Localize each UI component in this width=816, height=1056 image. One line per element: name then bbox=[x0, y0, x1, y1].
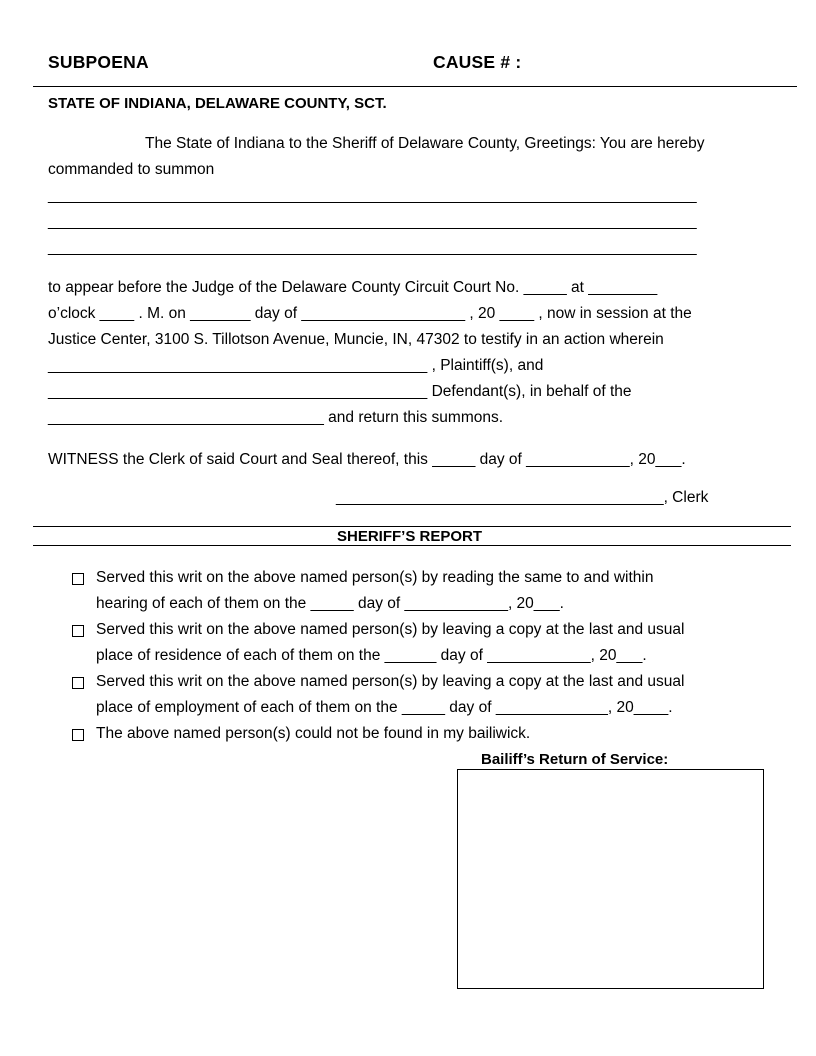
report-item-1-line-2: hearing of each of them on the _____ day of ____________, 20___. bbox=[96, 595, 564, 612]
body-line-2: o’clock ____ . M. on _______ day of ___________________ , 20 ____ , now in session at the bbox=[48, 305, 692, 322]
header-divider bbox=[33, 86, 797, 87]
plaintiff-line[interactable]: ____________________________________________ , Plaintiff(s), and bbox=[48, 357, 544, 374]
report-item-3-line-1: Served this writ on the above named person(s) by leaving a copy at the last and usual bbox=[96, 673, 685, 690]
report-item-2-line-1: Served this writ on the above named person(s) by leaving a copy at the last and usual bbox=[96, 621, 685, 638]
checkbox-employment-service[interactable] bbox=[72, 677, 84, 689]
defendant-line[interactable]: ____________________________________________ Defendant(s), in behalf of the bbox=[48, 383, 632, 400]
sheriff-report-heading: SHERIFF’S REPORT bbox=[337, 528, 483, 545]
cause-number-label: CAUSE # : bbox=[433, 52, 522, 72]
checkbox-residence-service[interactable] bbox=[72, 625, 84, 637]
body-line-3: Justice Center, 3100 S. Tillotson Avenue, Muncie, IN, 47302 to testify in an action wherein bbox=[48, 331, 664, 348]
report-divider-top bbox=[33, 526, 791, 527]
venue-heading: STATE OF INDIANA, DELAWARE COUNTY, SCT. bbox=[48, 95, 387, 112]
intro-line-2: commanded to summon bbox=[48, 161, 215, 178]
intro-line-1: The State of Indiana to the Sheriff of Delaware County, Greetings: You are hereby bbox=[145, 135, 705, 152]
bailiff-return-heading: Bailiff’s Return of Service: bbox=[481, 751, 669, 768]
checkbox-not-found[interactable] bbox=[72, 729, 84, 741]
report-item-1-line-1: Served this writ on the above named person(s) by reading the same to and within bbox=[96, 569, 654, 586]
witness-line: WITNESS the Clerk of said Court and Seal thereof, this _____ day of ____________, 20___. bbox=[48, 451, 686, 468]
clerk-signature-line[interactable]: ______________________________________, Clerk bbox=[336, 489, 709, 506]
summon-name-line-3[interactable]: _____________________________________________________________________________ bbox=[48, 239, 697, 256]
checkbox-read-service[interactable] bbox=[72, 573, 84, 585]
report-divider-bottom bbox=[33, 545, 791, 546]
bailiff-return-box[interactable] bbox=[457, 769, 764, 989]
report-item-2-line-2: place of residence of each of them on the ______ day of ____________, 20___. bbox=[96, 647, 647, 664]
summon-name-line-2[interactable]: _____________________________________________________________________________ bbox=[48, 213, 697, 230]
summon-name-line-1[interactable]: _____________________________________________________________________________ bbox=[48, 187, 697, 204]
report-item-4-line-1: The above named person(s) could not be found in my bailiwick. bbox=[96, 725, 531, 742]
body-line-1: to appear before the Judge of the Delaware County Circuit Court No. _____ at ________ bbox=[48, 279, 658, 296]
behalf-line[interactable]: ________________________________ and return this summons. bbox=[48, 409, 504, 426]
document-title: SUBPOENA bbox=[48, 52, 149, 72]
report-item-3-line-2: place of employment of each of them on the _____ day of _____________, 20____. bbox=[96, 699, 673, 716]
